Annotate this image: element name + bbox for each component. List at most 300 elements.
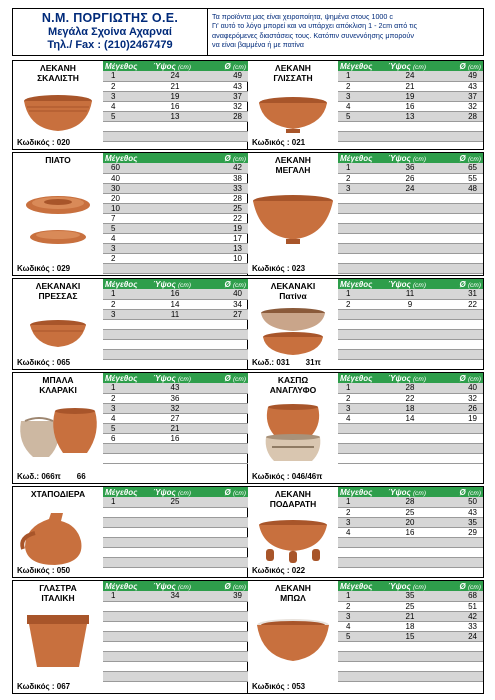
pot-image	[15, 85, 101, 145]
size-row	[338, 393, 483, 403]
height-unit: (cm)	[413, 281, 426, 289]
diameter-cell	[434, 233, 483, 243]
height-cell	[151, 537, 199, 547]
diameter-cell	[434, 423, 483, 433]
product-name-line1: ΠΙΑΤΟ	[45, 155, 71, 165]
size-cell: 3	[103, 403, 151, 413]
diameter-cell	[434, 453, 483, 463]
size-cell	[103, 319, 151, 329]
size-cell: 1	[103, 497, 151, 507]
size-cell: 40	[103, 173, 151, 183]
height-cell: 14	[151, 299, 199, 309]
product-info	[13, 153, 103, 275]
height-label: Ύψος	[388, 279, 413, 289]
size-cell	[338, 203, 386, 213]
height-cell	[151, 223, 199, 233]
product-code-text: Κωδικός : 053	[252, 682, 306, 691]
diameter-cell: 43	[434, 507, 483, 517]
pot-image	[250, 181, 336, 253]
height-cell: 25	[386, 601, 434, 611]
diameter-cell: 68	[434, 591, 483, 601]
diameter-cell	[199, 611, 248, 621]
product-code	[17, 472, 86, 481]
size-cell	[103, 631, 151, 641]
diameter-cell: 32	[199, 101, 248, 111]
height-cell: 18	[386, 621, 434, 631]
size-row	[103, 547, 248, 557]
product-code	[252, 566, 305, 575]
diameter-label: Ø	[224, 373, 233, 383]
height-cell	[151, 203, 199, 213]
size-row	[103, 393, 248, 403]
height-cell	[386, 433, 434, 443]
size-table-header	[103, 279, 248, 289]
size-row	[103, 223, 248, 233]
diameter-cell: 28	[199, 111, 248, 121]
product-info	[248, 581, 338, 693]
size-cell: 2	[103, 81, 151, 91]
height-cell	[386, 203, 434, 213]
size-cell	[103, 601, 151, 611]
size-row	[103, 101, 248, 111]
size-cell	[338, 651, 386, 661]
product-photo	[15, 181, 101, 258]
product-name-line2: ΠΟΔΑΡΑΤΗ	[269, 499, 317, 509]
diameter-label: Ø	[224, 153, 233, 163]
size-row	[338, 433, 483, 443]
size-table	[103, 153, 248, 274]
diameter-cell	[199, 433, 248, 443]
size-cell: 1	[103, 591, 151, 601]
size-header: Μέγεθος	[103, 487, 151, 497]
size-cell: 2	[103, 299, 151, 309]
size-table-header	[103, 487, 248, 497]
product-name	[13, 489, 103, 499]
diameter-cell	[434, 319, 483, 329]
product-name	[248, 583, 338, 603]
size-table	[103, 487, 248, 568]
product-code-text: Κωδ.: 066π	[17, 472, 61, 481]
size-row	[338, 383, 483, 393]
height-header	[386, 487, 434, 497]
diameter-cell	[199, 527, 248, 537]
size-table	[103, 279, 248, 360]
diameter-cell: 13	[199, 243, 248, 253]
size-cell	[103, 651, 151, 661]
size-cell	[338, 309, 386, 319]
height-cell	[151, 339, 199, 349]
diameter-cell	[199, 671, 248, 681]
product-code-text: Κωδικός : 046/46π	[252, 472, 323, 481]
diameter-cell	[434, 547, 483, 557]
product-row	[12, 60, 484, 150]
height-cell	[386, 339, 434, 349]
product-name	[248, 63, 338, 83]
diameter-cell: 22	[434, 299, 483, 309]
height-unit: (cm)	[413, 489, 426, 497]
product-cell	[12, 60, 248, 150]
diameter-header	[434, 279, 483, 289]
size-row	[338, 203, 483, 213]
diameter-unit: (cm)	[233, 281, 246, 289]
size-cell	[338, 433, 386, 443]
size-row	[103, 507, 248, 517]
diameter-cell	[434, 641, 483, 651]
size-table	[338, 581, 483, 682]
size-row	[338, 193, 483, 203]
size-cell: 60	[103, 163, 151, 173]
height-cell: 25	[151, 497, 199, 507]
height-cell: 24	[386, 71, 434, 81]
size-row	[103, 71, 248, 81]
diameter-unit: (cm)	[233, 63, 246, 71]
diameter-cell: 65	[434, 163, 483, 173]
product-name	[248, 155, 338, 175]
diameter-header	[199, 581, 248, 591]
size-row	[338, 71, 483, 81]
product-name-line2: ΜΠΩΛ	[280, 593, 306, 603]
size-row	[103, 339, 248, 349]
diameter-header	[434, 373, 483, 383]
size-row	[103, 453, 248, 463]
diameter-cell	[199, 497, 248, 507]
size-row	[103, 299, 248, 309]
product-cell	[248, 486, 484, 578]
product-name-line2: ΙΤΑΛΙΚΗ	[41, 593, 75, 603]
height-cell	[151, 173, 199, 183]
diameter-unit: (cm)	[468, 281, 481, 289]
size-cell: 1	[338, 497, 386, 507]
size-cell	[338, 243, 386, 253]
size-cell	[103, 611, 151, 621]
size-row	[338, 631, 483, 641]
height-cell: 16	[386, 527, 434, 537]
product-info	[248, 373, 338, 483]
height-cell	[151, 661, 199, 671]
height-cell	[151, 651, 199, 661]
diameter-cell	[199, 621, 248, 631]
size-cell: 1	[338, 289, 386, 299]
height-cell: 11	[151, 309, 199, 319]
size-row	[103, 203, 248, 213]
size-cell	[103, 453, 151, 463]
size-cell	[338, 423, 386, 433]
height-cell	[386, 319, 434, 329]
product-name-line2: ΑΝΑΓΛΥΦΟ	[269, 385, 317, 395]
product-info	[13, 487, 103, 577]
height-header	[386, 581, 434, 591]
size-cell	[103, 329, 151, 339]
product-info	[13, 373, 103, 483]
pot-image	[15, 397, 101, 469]
size-row	[338, 253, 483, 263]
size-cell	[103, 527, 151, 537]
diameter-cell	[199, 413, 248, 423]
product-name-line1: ΚΑΣΠΩ	[277, 375, 309, 385]
diameter-header	[434, 487, 483, 497]
height-cell: 16	[151, 289, 199, 299]
size-cell: 3	[338, 91, 386, 101]
size-header: Μέγεθος	[338, 279, 386, 289]
diameter-label: Ø	[224, 279, 233, 289]
diameter-cell: 28	[199, 193, 248, 203]
size-row	[103, 121, 248, 131]
height-cell	[151, 671, 199, 681]
height-cell	[151, 131, 199, 141]
size-table-header	[103, 61, 248, 71]
product-photo	[15, 397, 101, 474]
header	[12, 8, 484, 56]
height-cell	[151, 557, 199, 567]
height-cell	[151, 213, 199, 223]
size-row	[103, 413, 248, 423]
diameter-header	[199, 373, 248, 383]
diameter-cell	[434, 309, 483, 319]
height-cell	[151, 507, 199, 517]
size-table-header	[338, 153, 483, 163]
height-cell: 36	[386, 163, 434, 173]
diameter-cell	[199, 393, 248, 403]
product-name-line1: ΛΕΚΑΝΗ	[275, 155, 311, 165]
height-cell	[386, 661, 434, 671]
size-table	[103, 373, 248, 464]
size-cell	[103, 349, 151, 359]
size-row	[103, 309, 248, 319]
product-code	[17, 358, 70, 367]
size-row	[338, 601, 483, 611]
size-row	[338, 339, 483, 349]
diameter-label: Ø	[224, 487, 233, 497]
diameter-cell	[434, 651, 483, 661]
size-row	[103, 213, 248, 223]
diameter-header	[434, 61, 483, 71]
size-row	[103, 537, 248, 547]
product-name-line2: ΓΛΙΣΣΑΤΗ	[273, 73, 313, 83]
size-table-header	[103, 153, 248, 163]
height-cell	[151, 243, 199, 253]
size-cell	[338, 329, 386, 339]
product-name-line1: ΛΕΚΑΝΑΚΙ	[35, 281, 81, 291]
height-unit: (cm)	[178, 583, 191, 591]
pot-image	[15, 181, 101, 253]
size-cell: 2	[338, 393, 386, 403]
size-cell	[338, 557, 386, 567]
size-cell: 1	[338, 71, 386, 81]
diameter-cell: 43	[199, 81, 248, 91]
size-cell: 2	[103, 253, 151, 263]
size-row	[338, 517, 483, 527]
product-name-line1: ΛΕΚΑΝΗ	[275, 583, 311, 593]
size-table	[338, 61, 483, 142]
company-phone: Τηλ./ Fax : (210)2467479	[47, 39, 173, 51]
height-cell	[151, 641, 199, 651]
product-name	[13, 281, 103, 301]
size-cell	[338, 547, 386, 557]
diameter-cell: 55	[434, 173, 483, 183]
height-cell: 19	[151, 91, 199, 101]
height-cell: 21	[151, 81, 199, 91]
size-cell	[103, 131, 151, 141]
height-cell	[386, 547, 434, 557]
product-name-line2: ΜΕΓΑΛΗ	[275, 165, 311, 175]
size-cell	[338, 339, 386, 349]
product-row	[12, 580, 484, 694]
height-cell	[386, 213, 434, 223]
height-label: Ύψος	[153, 279, 178, 289]
product-name	[248, 489, 338, 509]
size-row	[103, 423, 248, 433]
product-name	[248, 281, 338, 301]
height-header	[386, 279, 434, 289]
pot-image	[250, 85, 336, 145]
height-label: Ύψος	[153, 487, 178, 497]
size-cell: 2	[103, 393, 151, 403]
size-table	[338, 153, 483, 274]
size-row	[103, 591, 248, 601]
diameter-cell	[199, 547, 248, 557]
size-cell	[338, 263, 386, 273]
diameter-cell	[199, 319, 248, 329]
height-cell	[386, 121, 434, 131]
size-cell	[338, 213, 386, 223]
size-row	[338, 527, 483, 537]
height-cell: 16	[386, 101, 434, 111]
size-cell	[338, 223, 386, 233]
size-table	[338, 487, 483, 568]
height-cell: 34	[151, 591, 199, 601]
company-block	[13, 9, 208, 55]
size-row	[338, 319, 483, 329]
size-row	[103, 173, 248, 183]
product-code	[17, 138, 70, 147]
product-name-line2: ΠΡΕΣΣΑΣ	[38, 291, 78, 301]
size-cell	[103, 671, 151, 681]
size-cell	[103, 121, 151, 131]
height-label: Ύψος	[388, 581, 413, 591]
diameter-cell: 33	[199, 183, 248, 193]
diameter-cell	[434, 213, 483, 223]
diameter-cell	[199, 349, 248, 359]
size-row	[338, 537, 483, 547]
product-info	[248, 487, 338, 577]
size-row	[103, 289, 248, 299]
height-cell: 21	[151, 423, 199, 433]
height-cell: 20	[386, 517, 434, 527]
diameter-unit: (cm)	[233, 155, 246, 163]
diameter-cell	[199, 121, 248, 131]
size-cell: 3	[338, 403, 386, 413]
size-row	[338, 557, 483, 567]
product-row	[12, 278, 484, 370]
product-code-text: Κωδικός : 023	[252, 264, 306, 273]
diameter-cell: 17	[199, 233, 248, 243]
height-cell: 32	[151, 403, 199, 413]
pot-image	[15, 605, 101, 677]
diameter-header	[199, 153, 248, 163]
height-header	[151, 487, 199, 497]
diameter-cell: 29	[434, 527, 483, 537]
diameter-cell	[199, 641, 248, 651]
size-cell: 4	[103, 413, 151, 423]
product-cell	[12, 278, 248, 370]
size-row	[338, 111, 483, 121]
height-header	[151, 61, 199, 71]
diameter-cell	[434, 557, 483, 567]
size-row	[338, 413, 483, 423]
diameter-cell: 37	[434, 91, 483, 101]
size-row	[338, 81, 483, 91]
height-unit: (cm)	[178, 489, 191, 497]
company-subtitle: Μεγάλα Σχοίνα Αχαρναί	[48, 26, 172, 38]
product-name-line1: ΧΤΑΠΟΔΙΕΡΑ	[30, 489, 86, 499]
size-cell: 1	[338, 163, 386, 173]
size-row	[338, 299, 483, 309]
size-row	[103, 443, 248, 453]
height-cell: 21	[386, 81, 434, 91]
height-cell	[386, 193, 434, 203]
diameter-header	[199, 61, 248, 71]
product-code	[252, 264, 305, 273]
diameter-cell	[199, 403, 248, 413]
product-row	[12, 372, 484, 484]
height-cell	[386, 309, 434, 319]
diameter-unit: (cm)	[233, 489, 246, 497]
height-cell	[386, 557, 434, 567]
size-row	[338, 547, 483, 557]
size-row	[103, 661, 248, 671]
size-row	[338, 309, 483, 319]
height-cell: 18	[386, 403, 434, 413]
height-cell	[151, 319, 199, 329]
size-cell: 1	[103, 289, 151, 299]
height-cell	[151, 263, 199, 273]
diameter-cell	[434, 193, 483, 203]
height-cell	[151, 631, 199, 641]
product-name-line2: ΚΛΑΡΑΚΙ	[39, 385, 77, 395]
height-cell	[386, 349, 434, 359]
diameter-cell: 32	[434, 101, 483, 111]
size-row	[338, 233, 483, 243]
product-code-text: Κωδικός : 020	[17, 138, 71, 147]
height-cell	[151, 121, 199, 131]
size-row	[103, 81, 248, 91]
size-row	[103, 557, 248, 567]
size-row	[338, 121, 483, 131]
height-cell: 21	[386, 611, 434, 621]
height-cell	[386, 243, 434, 253]
height-cell: 36	[151, 393, 199, 403]
product-cell	[248, 278, 484, 370]
diameter-cell	[199, 651, 248, 661]
height-unit: (cm)	[178, 375, 191, 383]
size-cell	[103, 339, 151, 349]
height-cell: 28	[386, 383, 434, 393]
product-photo	[15, 605, 101, 682]
size-cell	[338, 443, 386, 453]
height-cell: 28	[386, 497, 434, 507]
size-table	[103, 61, 248, 142]
height-cell: 9	[386, 299, 434, 309]
diameter-cell: 22	[199, 213, 248, 223]
notice-line: αναφερόμενες διαστάσεις τους. Κατόπιν συνεννόησης μπορούν	[212, 30, 414, 40]
size-cell	[103, 641, 151, 651]
size-table-header	[338, 487, 483, 497]
height-cell: 14	[386, 413, 434, 423]
size-cell: 2	[338, 81, 386, 91]
diameter-cell: 32	[434, 393, 483, 403]
size-row	[338, 453, 483, 463]
diameter-cell: 28	[434, 111, 483, 121]
